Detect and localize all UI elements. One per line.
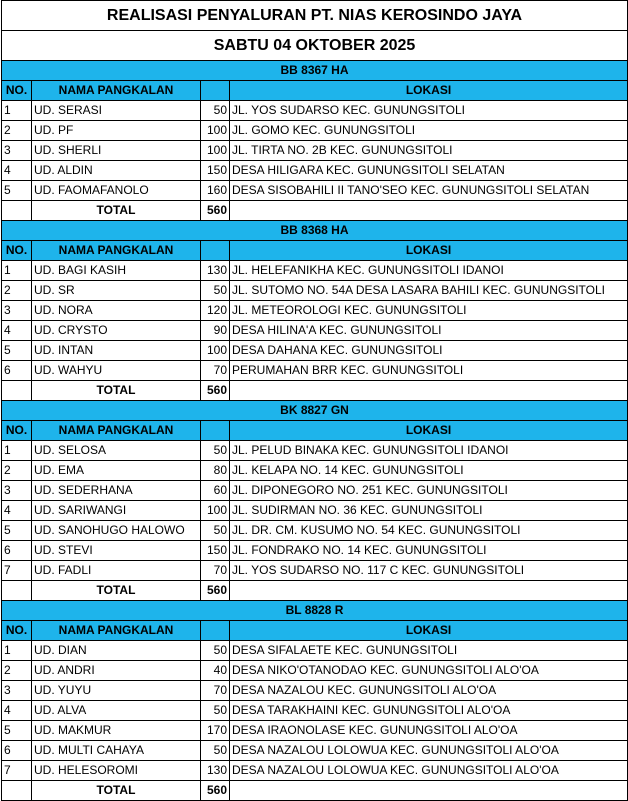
row-location: JL. SUTOMO NO. 54A DESA LASARA BAHILI KEC. GUNUNGSITOLI [230, 281, 628, 301]
row-no: 1 [2, 101, 32, 121]
title-row-2 [2, 31, 628, 61]
row-location: DESA TARAKHAINI KEC. GUNUNGSITOLI ALO'OA [230, 701, 628, 721]
table-row [2, 161, 628, 181]
row-location: JL. DIPONEGORO NO. 251 KEC. GUNUNGSITOLI [230, 481, 628, 501]
row-qty: 50 [201, 441, 230, 461]
row-no: 5 [2, 521, 32, 541]
title-row-1 [2, 1, 628, 31]
row-qty: 80 [201, 461, 230, 481]
column-header-row [2, 621, 628, 641]
row-no: 7 [2, 561, 32, 581]
row-qty: 120 [201, 301, 230, 321]
table-row [2, 701, 628, 721]
total-spacer [2, 381, 32, 401]
total-label: TOTAL [32, 581, 201, 601]
row-no: 4 [2, 161, 32, 181]
row-qty: 50 [201, 641, 230, 661]
header-location: LOKASI [230, 621, 628, 641]
distribution-table [1, 0, 628, 801]
row-qty: 100 [201, 121, 230, 141]
row-name: UD. ANDRI [32, 661, 201, 681]
header-name: NAMA PANGKALAN [32, 621, 201, 641]
header-location: LOKASI [230, 241, 628, 261]
row-name: UD. SEDERHANA [32, 481, 201, 501]
row-qty: 100 [201, 341, 230, 361]
table-row [2, 481, 628, 501]
total-value: 560 [201, 781, 230, 801]
header-no: NO. [2, 241, 32, 261]
row-no: 3 [2, 141, 32, 161]
row-location: DESA NAZALOU KEC. GUNUNGSITOLI ALO'OA [230, 681, 628, 701]
row-location: DESA HILIGARA KEC. GUNUNGSITOLI SELATAN [230, 161, 628, 181]
row-name: UD. HELESOROMI [32, 761, 201, 781]
row-qty: 60 [201, 481, 230, 501]
vehicle-plate: BL 8828 R [2, 601, 628, 621]
total-label: TOTAL [32, 381, 201, 401]
row-no: 6 [2, 741, 32, 761]
row-no: 4 [2, 501, 32, 521]
table-row [2, 181, 628, 201]
row-qty: 130 [201, 761, 230, 781]
row-name: UD. SANOHUGO HALOWO [32, 521, 201, 541]
row-location: JL. PELUD BINAKA KEC. GUNUNGSITOLI IDANOI [230, 441, 628, 461]
table-row [2, 141, 628, 161]
vehicle-band [2, 61, 628, 81]
vehicle-plate: BB 8367 HA [2, 61, 628, 81]
row-no: 2 [2, 281, 32, 301]
total-row [2, 781, 628, 801]
row-no: 7 [2, 761, 32, 781]
total-spacer [2, 781, 32, 801]
total-row [2, 581, 628, 601]
column-header-row [2, 241, 628, 261]
row-qty: 50 [201, 701, 230, 721]
row-no: 6 [2, 361, 32, 381]
row-qty: 70 [201, 681, 230, 701]
header-no: NO. [2, 421, 32, 441]
table-row [2, 561, 628, 581]
table-row [2, 261, 628, 281]
row-no: 2 [2, 461, 32, 481]
row-no: 4 [2, 701, 32, 721]
row-name: UD. SR [32, 281, 201, 301]
total-value: 560 [201, 201, 230, 221]
row-name: UD. FAOMAFANOLO [32, 181, 201, 201]
table-row [2, 681, 628, 701]
total-location-empty [230, 381, 628, 401]
row-name: UD. EMA [32, 461, 201, 481]
row-name: UD. SHERLI [32, 141, 201, 161]
table-row [2, 741, 628, 761]
row-location: DESA NAZALOU LOLOWUA KEC. GUNUNGSITOLI ALO'OA [230, 761, 628, 781]
row-qty: 150 [201, 161, 230, 181]
row-location: PERUMAHAN BRR KEC. GUNUNGSITOLI [230, 361, 628, 381]
row-location: DESA NIKO'OTANODAO KEC. GUNUNGSITOLI ALO'OA [230, 661, 628, 681]
row-no: 5 [2, 341, 32, 361]
row-no: 3 [2, 301, 32, 321]
row-no: 1 [2, 441, 32, 461]
report-title: REALISASI PENYALURAN PT. NIAS KEROSINDO JAYA [2, 1, 628, 31]
table-row [2, 361, 628, 381]
header-qty [201, 621, 230, 641]
total-value: 560 [201, 381, 230, 401]
table-row [2, 121, 628, 141]
total-row [2, 381, 628, 401]
row-no: 5 [2, 181, 32, 201]
total-spacer [2, 581, 32, 601]
row-name: UD. DIAN [32, 641, 201, 661]
row-name: UD. BAGI KASIH [32, 261, 201, 281]
row-name: UD. FADLI [32, 561, 201, 581]
total-location-empty [230, 781, 628, 801]
row-name: UD. MULTI CAHAYA [32, 741, 201, 761]
vehicle-band [2, 221, 628, 241]
header-qty [201, 241, 230, 261]
total-value: 560 [201, 581, 230, 601]
row-location: JL. FONDRAKO NO. 14 KEC. GUNUNGSITOLI [230, 541, 628, 561]
table-row [2, 101, 628, 121]
row-location: DESA SIFALAETE KEC. GUNUNGSITOLI [230, 641, 628, 661]
row-name: UD. WAHYU [32, 361, 201, 381]
row-name: UD. INTAN [32, 341, 201, 361]
column-header-row [2, 81, 628, 101]
header-qty [201, 81, 230, 101]
row-no: 3 [2, 481, 32, 501]
column-header-row [2, 421, 628, 441]
vehicle-plate: BB 8368 HA [2, 221, 628, 241]
row-no: 1 [2, 261, 32, 281]
table-row [2, 461, 628, 481]
row-location: JL. TIRTA NO. 2B KEC. GUNUNGSITOLI [230, 141, 628, 161]
table-row [2, 321, 628, 341]
row-no: 2 [2, 121, 32, 141]
table-row [2, 641, 628, 661]
row-qty: 70 [201, 561, 230, 581]
row-location: JL. YOS SUDARSO KEC. GUNUNGSITOLI [230, 101, 628, 121]
row-name: UD. NORA [32, 301, 201, 321]
row-no: 3 [2, 681, 32, 701]
row-name: UD. MAKMUR [32, 721, 201, 741]
row-location: JL. YOS SUDARSO NO. 117 C KEC. GUNUNGSITOLI [230, 561, 628, 581]
row-name: UD. SELOSA [32, 441, 201, 461]
row-location: JL. METEOROLOGI KEC. GUNUNGSITOLI [230, 301, 628, 321]
total-row [2, 201, 628, 221]
table-row [2, 341, 628, 361]
row-qty: 50 [201, 101, 230, 121]
table-row [2, 721, 628, 741]
row-location: JL. KELAPA NO. 14 KEC. GUNUNGSITOLI [230, 461, 628, 481]
total-label: TOTAL [32, 781, 201, 801]
header-name: NAMA PANGKALAN [32, 421, 201, 441]
row-qty: 40 [201, 661, 230, 681]
vehicle-band [2, 401, 628, 421]
row-name: UD. STEVI [32, 541, 201, 561]
header-no: NO. [2, 81, 32, 101]
table-row [2, 301, 628, 321]
row-name: UD. CRYSTO [32, 321, 201, 341]
row-location: DESA DAHANA KEC. GUNUNGSITOLI [230, 341, 628, 361]
report-date: SABTU 04 OKTOBER 2025 [2, 31, 628, 61]
header-location: LOKASI [230, 81, 628, 101]
vehicle-plate: BK 8827 GN [2, 401, 628, 421]
row-location: JL. DR. CM. KUSUMO NO. 54 KEC. GUNUNGSITOLI [230, 521, 628, 541]
table-row [2, 761, 628, 781]
row-location: JL. HELEFANIKHA KEC. GUNUNGSITOLI IDANOI [230, 261, 628, 281]
header-no: NO. [2, 621, 32, 641]
header-qty [201, 421, 230, 441]
row-location: DESA SISOBAHILI II TANO'SEO KEC. GUNUNGSITOLI SELATAN [230, 181, 628, 201]
row-qty: 150 [201, 541, 230, 561]
table-row [2, 521, 628, 541]
table-row [2, 441, 628, 461]
row-qty: 70 [201, 361, 230, 381]
row-location: JL. GOMO KEC. GUNUNGSITOLI [230, 121, 628, 141]
header-name: NAMA PANGKALAN [32, 241, 201, 261]
row-no: 6 [2, 541, 32, 561]
row-qty: 100 [201, 501, 230, 521]
total-location-empty [230, 201, 628, 221]
row-location: DESA NAZALOU LOLOWUA KEC. GUNUNGSITOLI ALO'OA [230, 741, 628, 761]
row-name: UD. SARIWANGI [32, 501, 201, 521]
total-label: TOTAL [32, 201, 201, 221]
row-qty: 90 [201, 321, 230, 341]
row-qty: 50 [201, 741, 230, 761]
row-qty: 130 [201, 261, 230, 281]
total-location-empty [230, 581, 628, 601]
row-qty: 170 [201, 721, 230, 741]
row-location: DESA IRAONOLASE KEC. GUNUNGSITOLI ALO'OA [230, 721, 628, 741]
row-no: 2 [2, 661, 32, 681]
table-row [2, 501, 628, 521]
vehicle-band [2, 601, 628, 621]
row-no: 4 [2, 321, 32, 341]
row-location: DESA HILINA'A KEC. GUNUNGSITOLI [230, 321, 628, 341]
row-name: UD. YUYU [32, 681, 201, 701]
row-name: UD. ALDIN [32, 161, 201, 181]
table-row [2, 281, 628, 301]
total-spacer [2, 201, 32, 221]
row-name: UD. ALVA [32, 701, 201, 721]
header-location: LOKASI [230, 421, 628, 441]
row-qty: 160 [201, 181, 230, 201]
row-qty: 50 [201, 281, 230, 301]
row-location: JL. SUDIRMAN NO. 36 KEC. GUNUNGSITOLI [230, 501, 628, 521]
row-name: UD. SERASI [32, 101, 201, 121]
row-qty: 50 [201, 521, 230, 541]
header-name: NAMA PANGKALAN [32, 81, 201, 101]
table-row [2, 661, 628, 681]
row-name: UD. PF [32, 121, 201, 141]
table-row [2, 541, 628, 561]
row-qty: 100 [201, 141, 230, 161]
row-no: 5 [2, 721, 32, 741]
row-no: 1 [2, 641, 32, 661]
